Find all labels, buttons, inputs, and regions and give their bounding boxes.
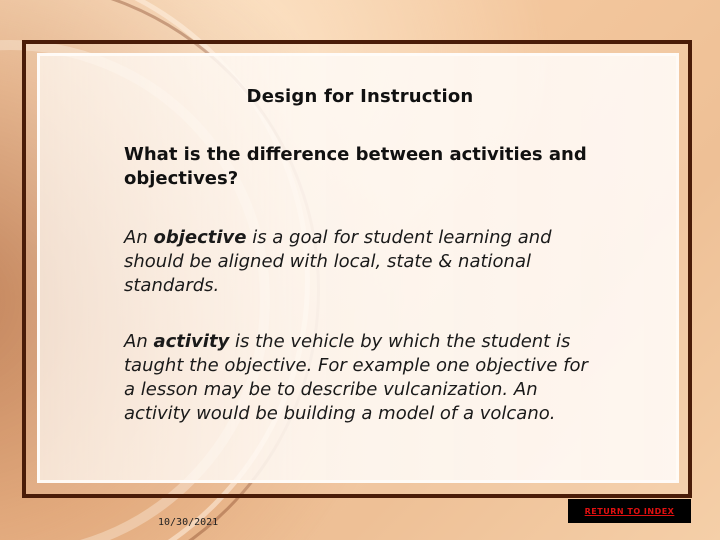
slide-date: 10/30/2021	[158, 517, 219, 528]
return-to-index-button[interactable]: RETURN TO INDEX	[568, 499, 691, 523]
objective-paragraph	[124, 226, 594, 298]
objective-definition: is a goal for student learning and should be aligned with local, state & national standards.	[124, 227, 552, 296]
objective-prefix: An	[124, 227, 154, 248]
activity-term: activity	[153, 331, 230, 352]
activity-prefix: An	[124, 331, 154, 352]
activity-paragraph	[124, 330, 594, 426]
objective-term: objective	[153, 227, 247, 248]
activity-definition: is the vehicle by which the student is taught the objective. For example one objective for a lesson may be to describe vulcanization. An activity would be building a model of a volcano.	[124, 331, 588, 424]
question-text: What is the difference between activities and objectives?	[124, 144, 587, 189]
slide-title: Design for Instruction	[246, 86, 474, 107]
